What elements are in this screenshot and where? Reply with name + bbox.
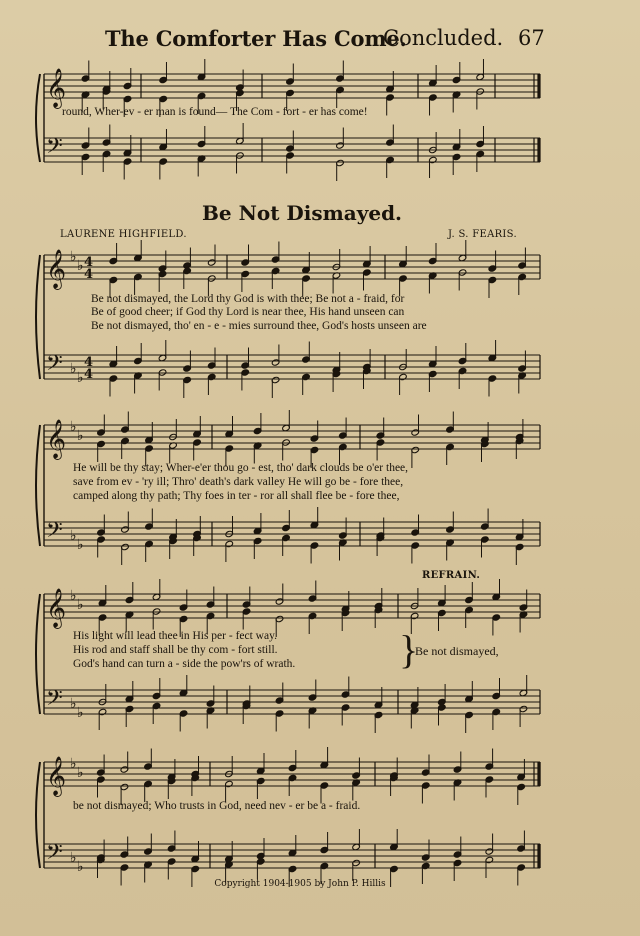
bass-clef-icon: 𝄢 (46, 351, 63, 381)
lyric-verse-3: Be not dismayed, tho' en - e - mies surround thee, God's hosts unseen are (91, 320, 427, 332)
lyric-verse-3: camped along thy path; Thy foes in ter - ror all shall flee be - fore thee, (73, 490, 400, 502)
bass-clef-icon: 𝄢 (46, 840, 63, 870)
time-signature: 4 (84, 355, 94, 370)
flat-icon: ♭ (70, 756, 77, 772)
page-number: 67 (518, 26, 545, 50)
treble-clef-icon: 𝄞 (46, 756, 67, 796)
flat-icon: ♭ (70, 696, 77, 712)
bass-clef-icon: 𝄢 (46, 686, 63, 716)
verse-brace: } (399, 627, 419, 672)
flat-icon: ♭ (70, 419, 77, 435)
lyric-verse-1: He will be thy stay; Wher-e'er thou go - est, tho' dark clouds be o'er thee, (73, 462, 409, 474)
lyric-verse-2: Be of good cheer; if God thy Lord is near thee, His hand unseen can (91, 306, 405, 318)
time-signature: 4 (84, 367, 94, 382)
time-signature: 4 (84, 267, 94, 282)
concluded-label: Concluded. (383, 26, 504, 50)
treble-clef-icon: 𝄞 (46, 249, 67, 289)
system-brace (36, 425, 40, 546)
system-brace (36, 74, 40, 162)
flat-icon: ♭ (77, 859, 84, 875)
lyric-line: round, Wher-ev - er man is found— The Com - fort - er has come! (62, 106, 368, 118)
lyricist-credit: LAURENE HIGHFIELD. (60, 229, 187, 240)
flat-icon: ♭ (77, 597, 84, 613)
system-brace (36, 594, 40, 714)
flat-icon: ♭ (77, 537, 84, 553)
system-brace (36, 255, 40, 379)
flat-icon: ♭ (70, 249, 77, 265)
flat-icon: ♭ (77, 765, 84, 781)
page-title: The Comforter Has Come. (105, 26, 407, 51)
bass-clef-icon: 𝄢 (46, 134, 63, 164)
refrain-lyric: Be not dismayed, (415, 644, 499, 658)
copyright-notice: Copyright 1904-1905 by John P. Hillis (214, 879, 386, 889)
flat-icon: ♭ (77, 428, 84, 444)
flat-icon: ♭ (70, 588, 77, 604)
flat-icon: ♭ (70, 361, 77, 377)
flat-icon: ♭ (70, 850, 77, 866)
lyric-line: be not dismayed; Who trusts in God, need nev - er be a - fraid. (73, 800, 361, 812)
lyric-verse-1: Be not dismayed, the Lord thy God is with thee; Be not a - fraid, for (91, 293, 405, 305)
treble-clef-icon: 𝄞 (46, 68, 67, 108)
flat-icon: ♭ (77, 258, 84, 274)
bass-clef-icon: 𝄢 (46, 518, 63, 548)
lyric-verse-2: save from ev - 'ry ill; Thro' death's dark valley He will go be - fore thee, (73, 476, 404, 488)
lyric-verse-3: God's hand can turn a - side the pow'rs of wrath. (73, 658, 296, 670)
flat-icon: ♭ (70, 528, 77, 544)
refrain-label: REFRAIN. (422, 570, 481, 581)
system-brace (36, 762, 40, 868)
treble-clef-icon: 𝄞 (46, 419, 67, 459)
composer-credit: J. S. FEARIS. (448, 229, 517, 240)
song-title: Be Not Dismayed. (201, 201, 403, 225)
flat-icon: ♭ (77, 705, 84, 721)
flat-icon: ♭ (77, 370, 84, 386)
time-signature: 4 (84, 255, 94, 270)
lyric-verse-2: His rod and staff shall be thy com - fort still. (73, 644, 278, 656)
treble-clef-icon: 𝄞 (46, 588, 67, 628)
lyric-verse-1: His light will lead thee in His per - fect way. (73, 630, 277, 642)
